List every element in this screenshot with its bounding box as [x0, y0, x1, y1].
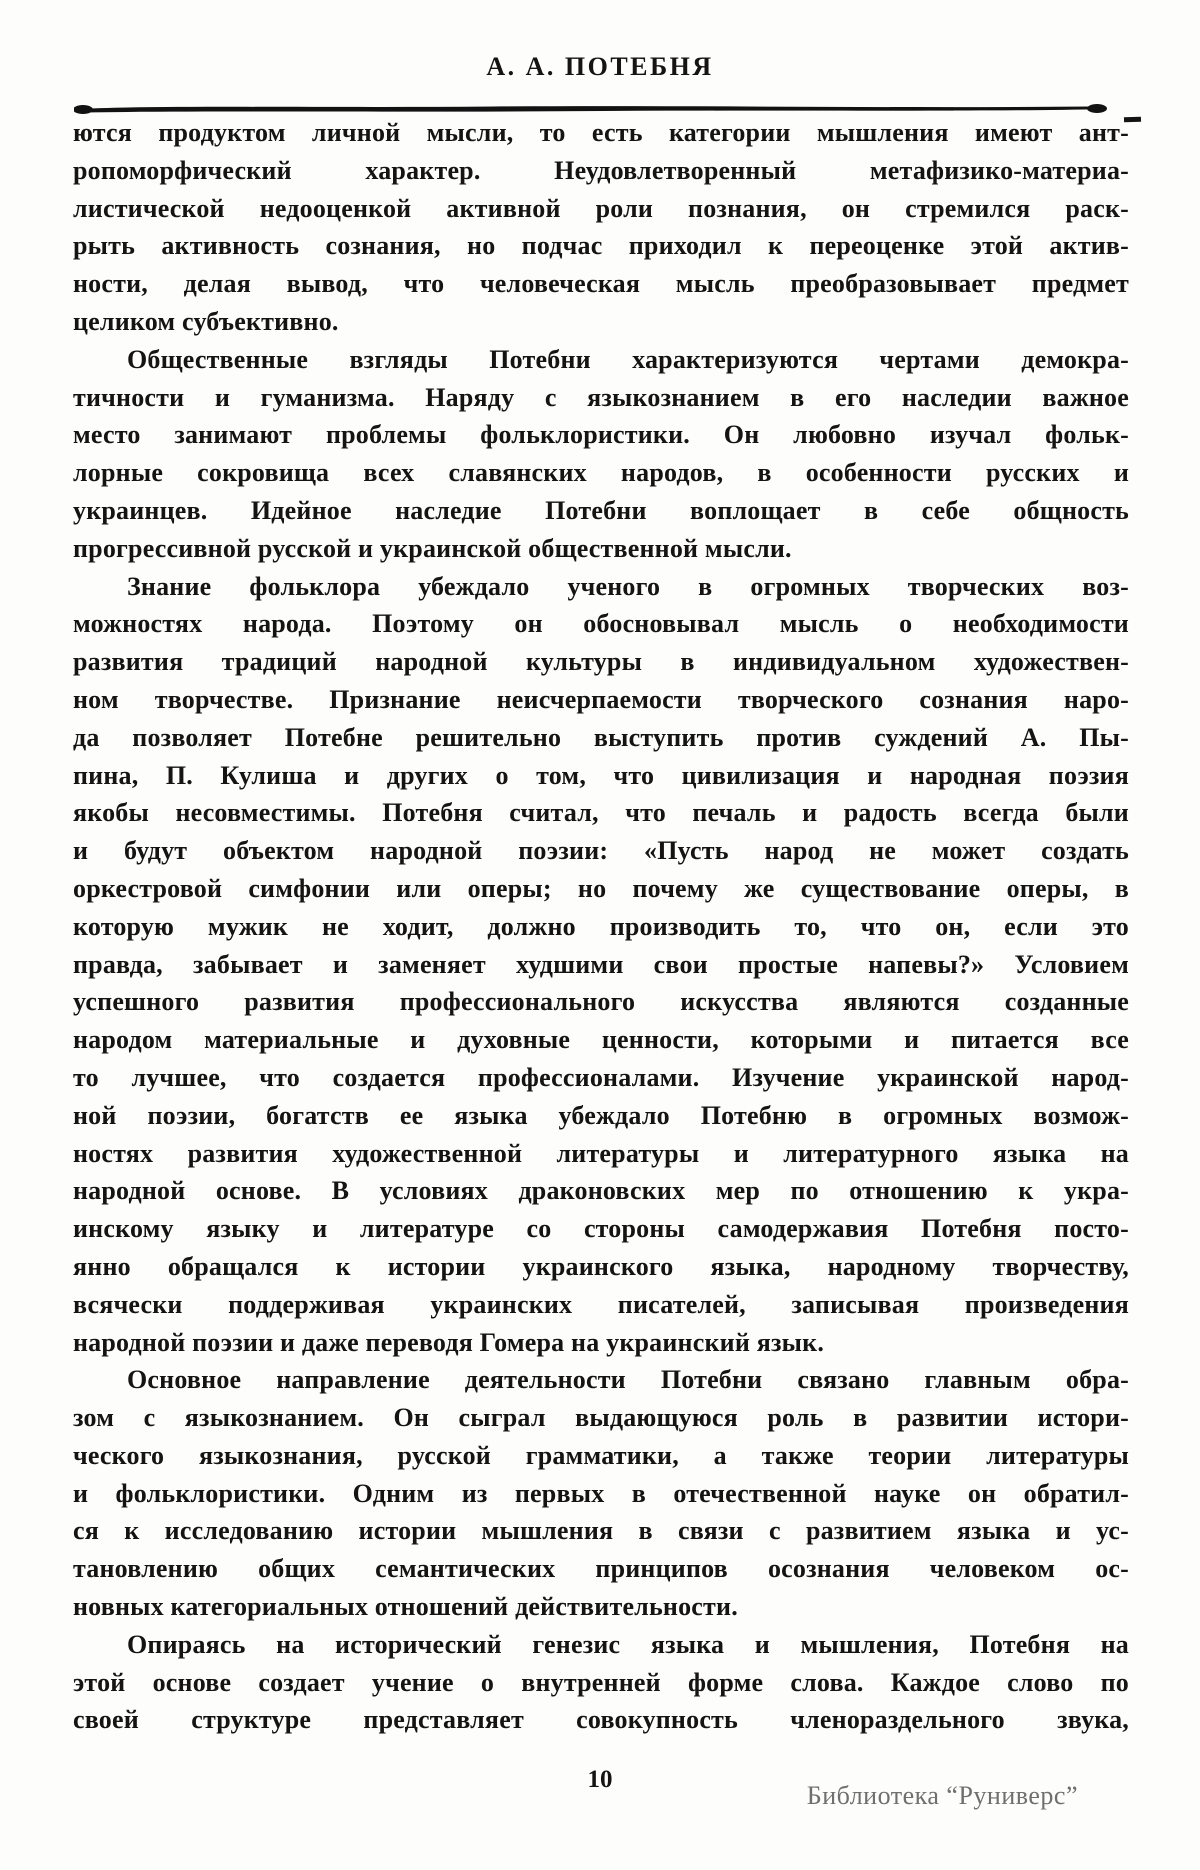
text-line: то лучшее, что создается профессионалами. Изучение украинской народ-: [73, 1062, 1129, 1092]
text-line: и будут объектом народной поэзии: «Пусть народ не может создать: [73, 836, 1129, 866]
text-line: народной основе. В условиях драконовских мер по отношению к укра-: [73, 1176, 1129, 1206]
paragraph: [73, 1626, 1129, 1739]
paragraph: [73, 114, 1129, 341]
text-line: ной поэзии, богатств ее языка убеждало Потебню в огромных возмож-: [73, 1100, 1129, 1130]
text-line: лорные сокровища всех славянских народов, в особенности русских и: [73, 458, 1129, 488]
text-line: которую мужик не ходит, должно производить то, что он, если это: [73, 911, 1129, 941]
watermark-runivers: Библиотека “Руниверс”: [806, 1781, 1078, 1810]
text-line: и фольклористики. Одним из первых в отечественной науке он обратил-: [73, 1478, 1129, 1508]
page-number: 10: [587, 1766, 613, 1793]
page-header-author: А. А. ПОТЕБНЯ: [486, 52, 714, 81]
text-line: рыть активность сознания, но подчас приходил к переоценке этой актив-: [73, 231, 1129, 261]
text-line: зом с языкознанием. Он сыграл выдающуюся роль в развитии истори-: [73, 1403, 1129, 1433]
text-line: якобы несовместимы. Потебня считал, что печаль и радость всегда были: [73, 798, 1129, 828]
text-line: оркестровой симфонии или оперы; но почему же существование оперы, в: [73, 873, 1129, 903]
text-line: тичности и гуманизма. Наряду с языкознанием в его наследии важное: [73, 382, 1129, 412]
text-line: народной поэзии и даже переводя Гомера на украинский язык.: [73, 1327, 825, 1357]
text-line: ческого языкознания, русской грамматики, а также теории литературы: [73, 1440, 1129, 1470]
text-line: ностях развития художественной литературы и литературного языка на: [73, 1138, 1129, 1168]
text-line: листической недооценкой активной роли познания, он стремился раск-: [73, 193, 1129, 223]
text-line: пина, П. Кулиша и других о том, что цивилизация и народная поэзия: [73, 760, 1129, 790]
text-line: Общественные взгляды Потебни характеризуются чертами демокра-: [127, 344, 1129, 374]
text-line: ся к исследованию истории мышления в связи с развитием языка и ус-: [73, 1516, 1129, 1546]
text-line: своей структуре представляет совокупность членораздельного звука,: [73, 1705, 1129, 1735]
text-line: всячески поддерживая украинских писателей, записывая произведения: [73, 1289, 1129, 1319]
paragraph: [73, 1361, 1129, 1626]
text-line: ном творчестве. Признание неисчерпаемости творческого сознания наро-: [73, 684, 1129, 714]
text-line: Опираясь на исторический генезис языка и мышления, Потебня на: [127, 1629, 1129, 1659]
text-line: целиком субъективно.: [73, 306, 339, 336]
text-line: место занимают проблемы фольклористики. Он любовно изучал фольк-: [73, 420, 1129, 450]
text-line: народом материальные и духовные ценности, которыми и питается все: [73, 1025, 1129, 1055]
paragraph: [73, 341, 1129, 568]
text-line: Знание фольклора убеждало ученого в огромных творческих воз-: [127, 571, 1129, 601]
text-line: Основное направление деятельности Потебни связано главным обра-: [127, 1365, 1129, 1395]
text-line: успешного развития профессионального искусства являются созданные: [73, 987, 1129, 1017]
text-line: янно обращался к истории украинского языка, народному творчеству,: [73, 1251, 1129, 1281]
text-line: да позволяет Потебне решительно выступить против суждений А. Пы-: [73, 722, 1129, 752]
text-line: тановлению общих семантических принципов осознания человеком ос-: [73, 1554, 1129, 1584]
text-line: ются продуктом личной мысли, то есть категории мышления имеют ант-: [73, 118, 1129, 147]
text-line: этой основе создает учение о внутренней форме слова. Каждое слово по: [73, 1667, 1129, 1697]
text-line: новных категориальных отношений действительности.: [73, 1592, 738, 1622]
text-line: правда, забывает и заменяет худшими свои простые напевы?» Условием: [73, 949, 1129, 979]
text-line: ропоморфический характер. Неудовлетворенный метафизико-материа-: [73, 155, 1129, 185]
paragraph: [73, 568, 1129, 1362]
text-line: инскому языку и литературе со стороны самодержавия Потебня посто-: [73, 1214, 1129, 1244]
text-line: развития традиций народной культуры в индивидуальном художествен-: [73, 647, 1129, 677]
text-line: ности, делая вывод, что человеческая мысль преобразовывает предмет: [73, 269, 1129, 299]
header-rule: [74, 101, 1108, 115]
text-line: можностях народа. Поэтому он обосновывал мысль о необходимости: [73, 609, 1129, 639]
text-body: [73, 114, 1129, 1739]
text-line: прогрессивной русской и украинской общественной мысли.: [73, 533, 792, 563]
text-line: украинцев. Идейное наследие Потебни воплощает в себе общность: [73, 495, 1129, 525]
